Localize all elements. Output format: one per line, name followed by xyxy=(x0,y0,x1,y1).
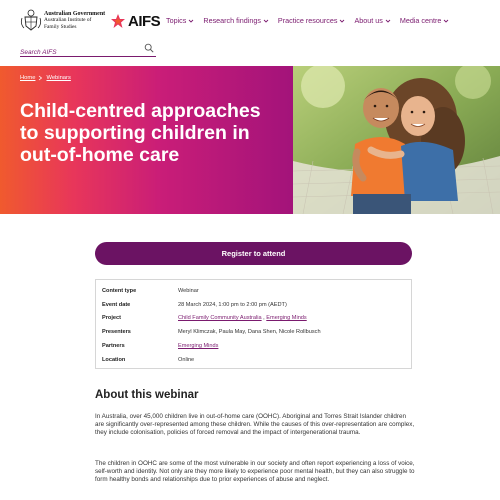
link-separator: , xyxy=(261,315,267,322)
detail-value: Online xyxy=(178,356,195,363)
nav-media-centre-label: Media centre xyxy=(399,16,442,25)
detail-key: Partners xyxy=(102,343,125,350)
gov-logo-line2: Australian Institute of xyxy=(44,17,92,24)
project-link-emerging-minds[interactable]: Emerging Minds xyxy=(266,315,307,322)
detail-key: Project xyxy=(102,315,121,322)
hero-photo-illustration xyxy=(293,66,500,214)
nav-about-us-label: About us xyxy=(354,16,383,25)
chevron-down-icon xyxy=(263,18,269,24)
page-title: Child-centred approaches to supporting children in out-of-home care xyxy=(20,100,261,166)
coat-of-arms-icon xyxy=(20,8,42,32)
detail-row-project xyxy=(102,312,405,326)
event-details-table xyxy=(95,279,412,369)
chevron-down-icon xyxy=(339,18,345,24)
detail-key: Event date xyxy=(102,301,131,308)
detail-row-location xyxy=(102,353,405,367)
detail-value: Webinar xyxy=(178,287,199,294)
chevron-right-icon xyxy=(38,75,43,81)
aifs-wordmark: AIFS xyxy=(128,12,161,30)
about-paragraph: In Australia, over 45,000 children live in out-of-home care (OOHC). Aboriginal and Torres Strait Islander children are significantly over-represented among these children. While the causes of this over-representation are complex, they include colonisation, policies of forced removal and the impact of intergenerational trauma. xyxy=(95,413,415,437)
breadcrumb-home[interactable]: Home xyxy=(20,75,36,81)
about-paragraph: The children in OOHC are some of the most vulnerable in our society and often report experiencing a loss of voice, self-worth and identity. Not only are they more likely to experience poor mental health, but they can also struggle to form healthy bonds and relationships due to prior experiences of abuse and neglect. xyxy=(95,460,415,484)
hero-banner xyxy=(0,66,500,214)
nav-practice-resources-label: Practice resources xyxy=(277,16,338,25)
chevron-down-icon xyxy=(385,18,391,24)
main-nav xyxy=(166,16,458,25)
nav-research-findings[interactable] xyxy=(203,16,269,25)
hero-gradient-panel xyxy=(0,66,293,214)
nav-research-findings-label: Research findings xyxy=(203,16,261,25)
partner-link-emerging-minds[interactable]: Emerging Minds xyxy=(178,343,219,350)
detail-row-event-date xyxy=(102,298,405,312)
nav-media-centre[interactable] xyxy=(400,16,450,25)
gov-logo-line1: Australian Government xyxy=(44,11,106,17)
project-link-cfca[interactable]: Child Family Community Australia xyxy=(178,315,262,322)
aifs-logo[interactable] xyxy=(110,11,160,31)
gov-logo-line3: Family Studies xyxy=(44,23,77,30)
breadcrumb-webinars[interactable]: Webinars xyxy=(46,75,71,81)
search-icon[interactable] xyxy=(144,43,154,53)
nav-topics-label: Topics xyxy=(166,16,187,25)
nav-practice-resources[interactable] xyxy=(278,16,346,25)
search-bar xyxy=(20,41,156,57)
detail-key: Location xyxy=(102,356,126,363)
about-heading: About this webinar xyxy=(95,389,199,401)
hero-photo-children-hugging xyxy=(293,66,500,214)
detail-row-presenters xyxy=(102,325,405,339)
australian-government-logo[interactable] xyxy=(20,8,106,38)
detail-row-content-type xyxy=(102,284,405,298)
site-header xyxy=(0,0,500,62)
search-input[interactable] xyxy=(20,46,138,60)
detail-value: 28 March 2024, 1:00 pm to 2:00 pm (AEDT) xyxy=(178,301,287,308)
chevron-down-icon xyxy=(443,18,449,24)
nav-about-us[interactable] xyxy=(354,16,390,25)
detail-key: Presenters xyxy=(102,329,131,336)
nav-topics[interactable] xyxy=(166,16,194,25)
chevron-down-icon xyxy=(188,18,194,24)
register-button[interactable]: Register to attend xyxy=(95,242,412,265)
detail-value: Meryl Klimczak, Paula May, Dana Shen, Nicole Rollbusch xyxy=(178,329,321,336)
detail-row-partners xyxy=(102,339,405,353)
detail-key: Content type xyxy=(102,287,137,294)
aifs-star-icon xyxy=(110,13,126,29)
breadcrumb xyxy=(20,75,71,81)
